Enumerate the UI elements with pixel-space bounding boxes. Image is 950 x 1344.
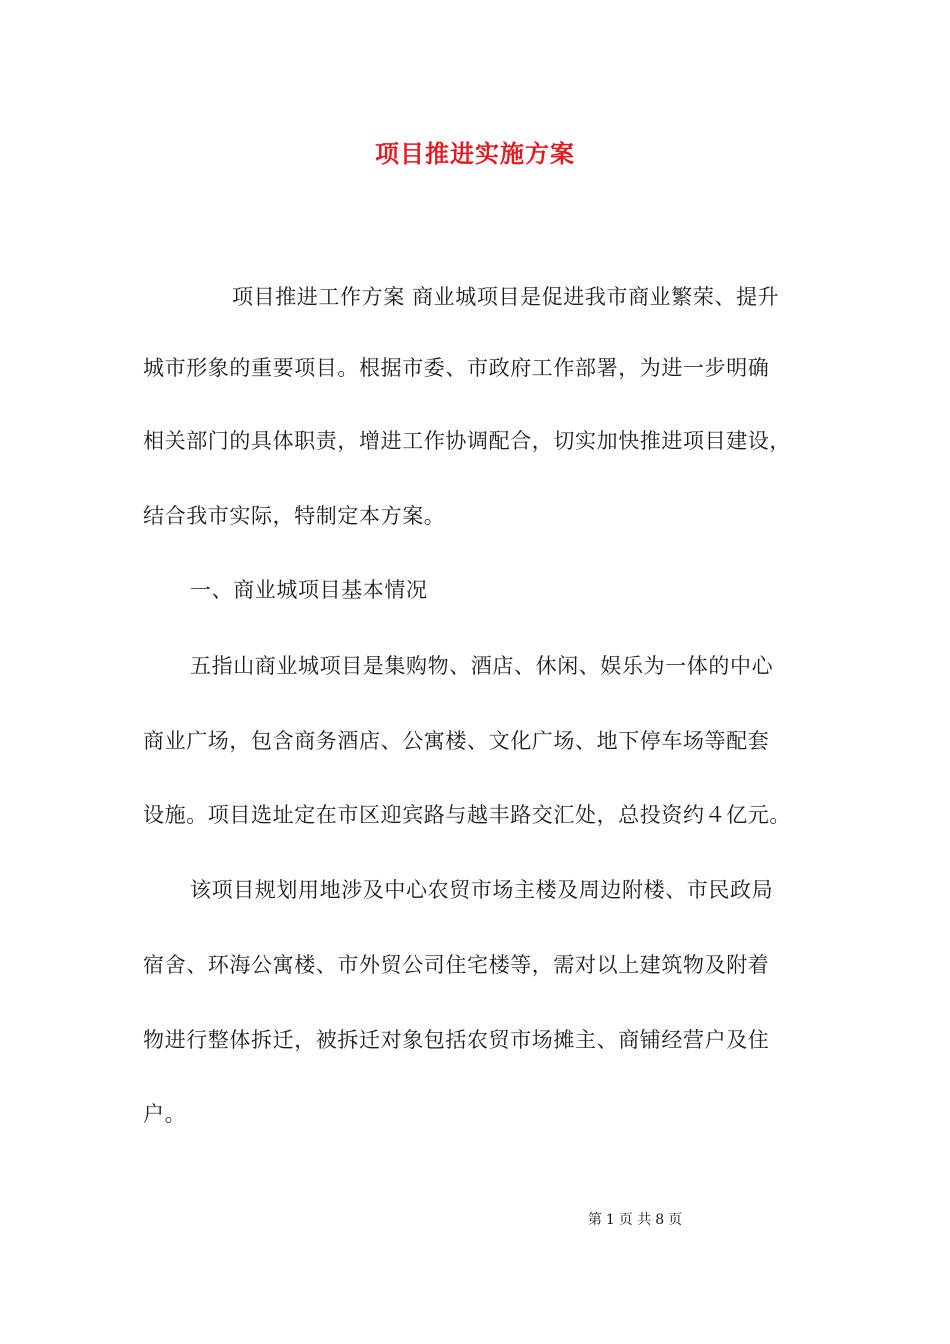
paragraph-line: 五指山商业城项目是集购物、酒店、休闲、娱乐为一体的中心 [190, 654, 774, 678]
section-heading: 一、商业城项目基本情况 [190, 578, 428, 602]
paragraph-line: 户。 [143, 1102, 187, 1126]
paragraph-line: 物进行整体拆迁，被拆迁对象包括农贸市场摊主、商铺经营户及住 [143, 1028, 770, 1052]
document-title: 项目推进实施方案 [375, 139, 575, 168]
footer-total-pages: 8 [655, 1212, 665, 1228]
footer-current-page: 1 [605, 1212, 615, 1228]
paragraph-line: 项目推进工作方案 商业城项目是促进我市商业繁荣、提升 [232, 285, 780, 309]
footer-prefix: 第 [587, 1212, 602, 1228]
paragraph-line: 结合我市实际，特制定本方案。 [143, 504, 446, 528]
footer-middle: 页 共 [618, 1212, 652, 1228]
paragraph-line: 设施。项目选址定在市区迎宾路与越丰路交汇处，总投资约４亿元。 [143, 803, 791, 827]
page-number-footer [560, 1210, 710, 1230]
paragraph-line: 该项目规划用地涉及中心农贸市场主楼及周边附楼、市民政局 [190, 878, 774, 902]
paragraph-line: 商业广场，包含商务酒店、公寓楼、文化广场、地下停车场等配套 [143, 729, 770, 753]
paragraph-line: 宿舍、环海公寓楼、市外贸公司住宅楼等，需对以上建筑物及附着 [143, 953, 770, 977]
footer-suffix: 页 [668, 1212, 683, 1228]
paragraph-line: 城市形象的重要项目。根据市委、市政府工作部署，为进一步明确 [143, 356, 770, 380]
paragraph-line: 相关部门的具体职责，增进工作协调配合，切实加快推进项目建设， [143, 429, 791, 453]
